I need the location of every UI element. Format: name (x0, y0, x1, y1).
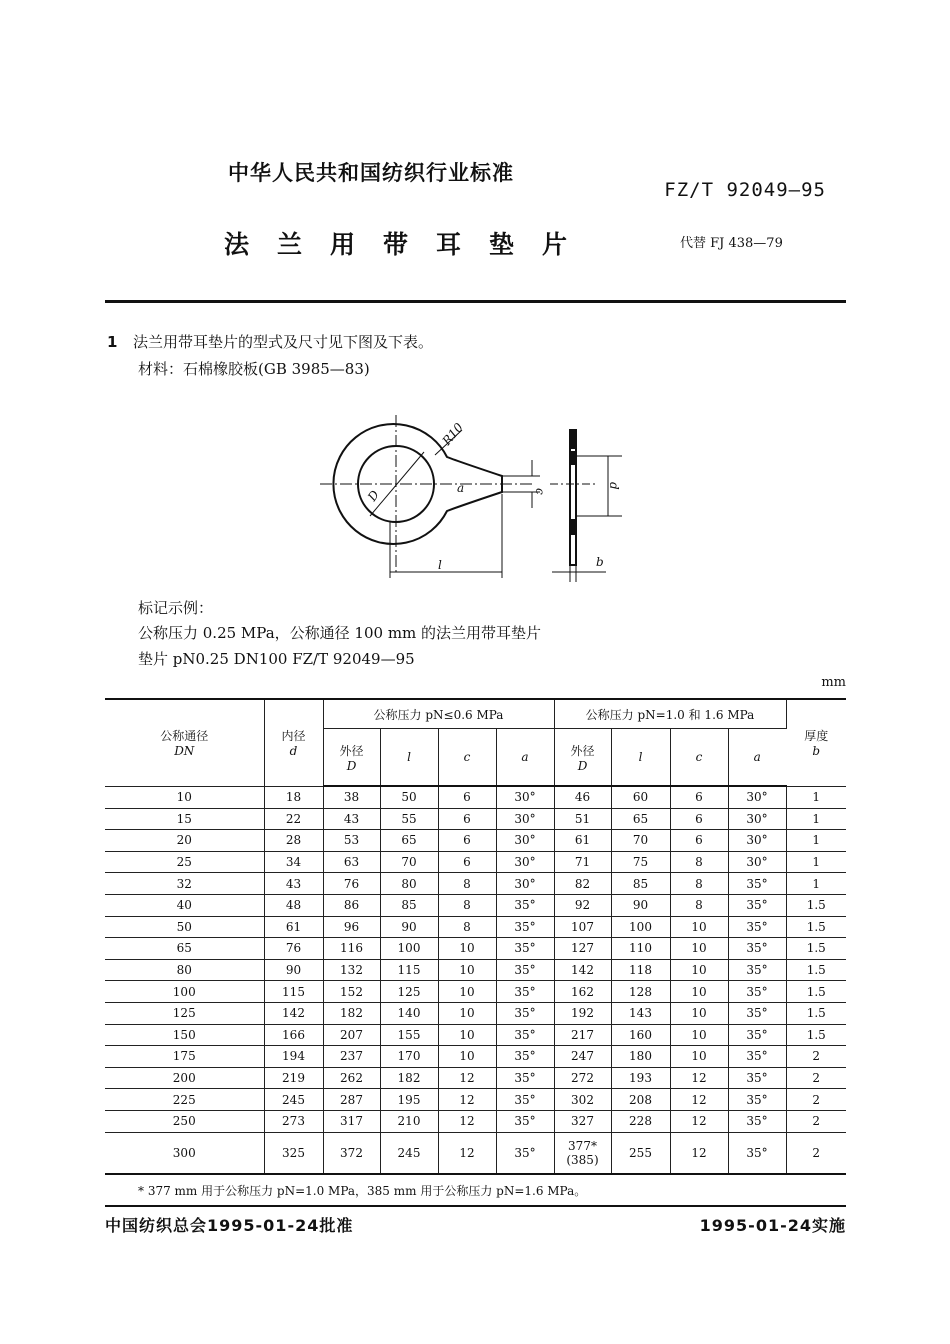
table-cell: 12 (670, 1067, 728, 1089)
table-cell: 250 (105, 1110, 264, 1132)
table-cell: 30° (496, 808, 554, 830)
table-cell: 166 (264, 1024, 323, 1046)
table-cell: 35° (496, 1067, 554, 1089)
table-cell: 327 (554, 1110, 611, 1132)
table-cell: 8 (670, 851, 728, 873)
table-cell: 35° (728, 894, 786, 916)
table-cell: 35° (496, 1046, 554, 1068)
table-cell: 192 (554, 1002, 611, 1024)
table-cell: 272 (554, 1067, 611, 1089)
table-cell: 85 (380, 894, 438, 916)
table-cell: 35° (728, 1132, 786, 1174)
table-cell: 10 (670, 916, 728, 938)
table-cell: 10 (105, 786, 264, 808)
table-cell: 30° (728, 830, 786, 852)
table-cell: 35° (496, 959, 554, 981)
table-cell: 10 (438, 938, 496, 960)
table-cell: 180 (611, 1046, 670, 1068)
table-cell: 50 (380, 786, 438, 808)
table-cell: 273 (264, 1110, 323, 1132)
approval-line: 中国纺织总会1995-01-24批准 (105, 1216, 354, 1235)
table-row (105, 873, 846, 895)
header-nominal-diameter: 公称通径 DN (105, 699, 264, 786)
table-cell: 317 (323, 1110, 380, 1132)
table-row (105, 1110, 846, 1132)
table-cell: 115 (264, 981, 323, 1003)
table-cell: 70 (611, 830, 670, 852)
table-cell: 377* (385) (554, 1132, 611, 1174)
table-cell: 200 (105, 1067, 264, 1089)
table-cell: 210 (380, 1110, 438, 1132)
side-view-body (570, 430, 576, 565)
table-cell: 132 (323, 959, 380, 981)
issuing-organization: 中华人民共和国纺织行业标准 (228, 161, 514, 185)
table-cell: 12 (438, 1110, 496, 1132)
table-cell: 12 (438, 1089, 496, 1111)
table-unit: mm (821, 675, 846, 690)
marking-line-2: 垫片 pN0.25 DN100 FZ/T 92049—95 (138, 650, 415, 668)
table-cell: 40 (105, 894, 264, 916)
table-cell: 10 (670, 981, 728, 1003)
table-cell: 1 (786, 830, 846, 852)
table-cell: 82 (554, 873, 611, 895)
table-cell: 175 (105, 1046, 264, 1068)
table-cell: 30° (728, 786, 786, 808)
table-cell: 50 (105, 916, 264, 938)
table-cell: 12 (670, 1089, 728, 1111)
table-cell: 35° (728, 916, 786, 938)
table-cell: 287 (323, 1089, 380, 1111)
section-number: 1 (107, 333, 118, 351)
table-cell: 22 (264, 808, 323, 830)
header-group-high-pressure: 公称压力 pN=1.0 和 1.6 MPa (554, 699, 786, 729)
table-cell: 1 (786, 786, 846, 808)
table-cell: 2 (786, 1132, 846, 1174)
table-cell: 207 (323, 1024, 380, 1046)
table-cell: 300 (105, 1132, 264, 1174)
table-cell: 6 (438, 851, 496, 873)
table-cell: 193 (611, 1067, 670, 1089)
table-cell: 30° (496, 873, 554, 895)
table-cell: 65 (105, 938, 264, 960)
label-l: l (438, 558, 442, 572)
table-cell: 6 (438, 786, 496, 808)
table-cell: 92 (554, 894, 611, 916)
table-cell: 35° (496, 916, 554, 938)
label-D: D (364, 487, 382, 504)
table-row (105, 981, 846, 1003)
label-d: d (607, 482, 621, 490)
table-cell: 61 (554, 830, 611, 852)
table-row (105, 1067, 846, 1089)
header-thickness: 厚度 b (786, 699, 846, 786)
table-cell: 228 (611, 1110, 670, 1132)
header-inner-diameter: 内径 d (264, 699, 323, 786)
table-cell: 255 (611, 1132, 670, 1174)
table-cell: 1.5 (786, 1002, 846, 1024)
table-cell: 76 (264, 938, 323, 960)
table-cell: 35° (728, 1089, 786, 1111)
table-cell: 35° (728, 1002, 786, 1024)
table-cell: 155 (380, 1024, 438, 1046)
table-cell: 70 (380, 851, 438, 873)
table-cell: 219 (264, 1067, 323, 1089)
table-cell: 10 (670, 938, 728, 960)
table-cell: 35° (728, 1024, 786, 1046)
table-cell: 6 (670, 786, 728, 808)
table-cell: 12 (670, 1110, 728, 1132)
table-cell: 35° (728, 959, 786, 981)
table-cell: 115 (380, 959, 438, 981)
table-cell: 76 (323, 873, 380, 895)
table-cell: 1 (786, 873, 846, 895)
table-cell: 46 (554, 786, 611, 808)
table-cell: 90 (380, 916, 438, 938)
table-cell: 10 (670, 1002, 728, 1024)
table-cell: 247 (554, 1046, 611, 1068)
table-cell: 142 (554, 959, 611, 981)
table-cell: 245 (380, 1132, 438, 1174)
table-cell: 30° (728, 808, 786, 830)
table-row (105, 916, 846, 938)
table-cell: 208 (611, 1089, 670, 1111)
table-cell: 12 (438, 1067, 496, 1089)
header-outer-2: 外径 D (554, 729, 611, 787)
table-cell: 8 (670, 873, 728, 895)
table-row (105, 1132, 846, 1174)
table-cell: 20 (105, 830, 264, 852)
table-cell: 6 (438, 808, 496, 830)
table-cell: 152 (323, 981, 380, 1003)
label-a: a (457, 481, 465, 495)
table-cell: 34 (264, 851, 323, 873)
table-cell: 35° (496, 1132, 554, 1174)
table-body (105, 786, 846, 1174)
table-cell: 150 (105, 1024, 264, 1046)
implementation-line: 1995-01-24实施 (699, 1216, 846, 1235)
table-cell: 140 (380, 1002, 438, 1024)
table-cell: 35° (728, 1067, 786, 1089)
table-cell: 142 (264, 1002, 323, 1024)
table-cell: 170 (380, 1046, 438, 1068)
table-cell: 8 (438, 916, 496, 938)
table-cell: 12 (670, 1132, 728, 1174)
table-footnote: * 377 mm 用于公称压力 pN=1.0 MPa，385 mm 用于公称压力 pN=1.6 MPa。 (138, 1184, 587, 1198)
table-cell: 30° (496, 830, 554, 852)
table-row (105, 808, 846, 830)
table-cell: 75 (611, 851, 670, 873)
table-cell: 116 (323, 938, 380, 960)
document-title: 法兰用带耳垫片 (224, 230, 596, 259)
table-cell: 65 (380, 830, 438, 852)
table-cell: 107 (554, 916, 611, 938)
table-cell: 10 (438, 981, 496, 1003)
table-cell: 1.5 (786, 916, 846, 938)
table-cell: 2 (786, 1067, 846, 1089)
table-cell: 8 (438, 873, 496, 895)
table-cell: 35° (496, 1002, 554, 1024)
material-note: 材料：石棉橡胶板(GB 3985—83) (138, 360, 370, 378)
table-cell: 143 (611, 1002, 670, 1024)
table-cell: 100 (105, 981, 264, 1003)
table-cell: 48 (264, 894, 323, 916)
section-1-text: 法兰用带耳垫片的型式及尺寸见下图及下表。 (133, 333, 434, 351)
table-cell: 55 (380, 808, 438, 830)
table-cell: 35° (728, 981, 786, 1003)
table-cell: 182 (323, 1002, 380, 1024)
table-cell: 28 (264, 830, 323, 852)
section-1 (107, 331, 433, 352)
table-cell: 15 (105, 808, 264, 830)
table-cell: 43 (264, 873, 323, 895)
label-c: c (533, 488, 547, 495)
table-cell: 195 (380, 1089, 438, 1111)
header-group-low-pressure: 公称压力 pN≤0.6 MPa (323, 699, 554, 729)
table-cell: 6 (670, 808, 728, 830)
table-cell: 71 (554, 851, 611, 873)
table-cell: 162 (554, 981, 611, 1003)
table-cell: 35° (496, 938, 554, 960)
label-r10: R10 (439, 420, 466, 448)
table-cell: 90 (264, 959, 323, 981)
table-cell: 1 (786, 808, 846, 830)
table-cell: 8 (438, 894, 496, 916)
table-cell: 51 (554, 808, 611, 830)
table-cell: 18 (264, 786, 323, 808)
table-cell: 10 (438, 1024, 496, 1046)
table-cell: 1 (786, 851, 846, 873)
header-a-1: a (496, 729, 554, 787)
table-cell: 65 (611, 808, 670, 830)
table-row (105, 959, 846, 981)
dimension-table (105, 698, 846, 1175)
table-cell: 225 (105, 1089, 264, 1111)
table-cell: 35° (728, 873, 786, 895)
table-cell: 8 (670, 894, 728, 916)
table-cell: 182 (380, 1067, 438, 1089)
table-cell: 2 (786, 1046, 846, 1068)
header-l-1: l (380, 729, 438, 787)
table-cell: 53 (323, 830, 380, 852)
table-cell: 35° (496, 1089, 554, 1111)
gasket-drawing (300, 410, 630, 590)
table-cell: 35° (728, 1110, 786, 1132)
table-cell: 25 (105, 851, 264, 873)
table-cell: 96 (323, 916, 380, 938)
header-rule (105, 300, 846, 303)
table-cell: 325 (264, 1132, 323, 1174)
table-cell: 10 (438, 1002, 496, 1024)
table-cell: 10 (670, 959, 728, 981)
header-outer-1: 外径 D (323, 729, 380, 787)
table-cell: 12 (438, 1132, 496, 1174)
table-cell: 90 (611, 894, 670, 916)
table-cell: 125 (380, 981, 438, 1003)
table-cell: 35° (496, 981, 554, 1003)
table-cell: 302 (554, 1089, 611, 1111)
standard-number: FZ/T 92049—95 (664, 179, 826, 201)
table-row (105, 938, 846, 960)
table-row (105, 1002, 846, 1024)
table-cell: 127 (554, 938, 611, 960)
table-cell: 86 (323, 894, 380, 916)
table-row (105, 851, 846, 873)
table-cell: 35° (496, 894, 554, 916)
table-cell: 237 (323, 1046, 380, 1068)
table-cell: 80 (380, 873, 438, 895)
table-cell: 1.5 (786, 959, 846, 981)
table-cell: 110 (611, 938, 670, 960)
table-cell: 35° (496, 1024, 554, 1046)
table-cell: 35° (728, 938, 786, 960)
table-cell: 2 (786, 1089, 846, 1111)
table-row (105, 786, 846, 808)
table-cell: 35° (728, 1046, 786, 1068)
table-cell: 125 (105, 1002, 264, 1024)
table-row (105, 830, 846, 852)
table-cell: 100 (611, 916, 670, 938)
table-cell: 6 (670, 830, 728, 852)
table-row (105, 1046, 846, 1068)
table-cell: 10 (438, 959, 496, 981)
table-cell: 60 (611, 786, 670, 808)
table-cell: 30° (496, 786, 554, 808)
header-l-2: l (611, 729, 670, 787)
table-cell: 372 (323, 1132, 380, 1174)
table-cell: 1.5 (786, 938, 846, 960)
footer-rule (105, 1205, 846, 1207)
table-row (105, 894, 846, 916)
table-cell: 10 (438, 1046, 496, 1068)
marking-heading: 标记示例： (138, 599, 214, 617)
replaces-note: 代替 FJ 438—79 (680, 236, 783, 251)
table-cell: 30° (728, 851, 786, 873)
table-cell: 1.5 (786, 894, 846, 916)
table-cell: 80 (105, 959, 264, 981)
table-row (105, 1089, 846, 1111)
table-cell: 30° (496, 851, 554, 873)
table-cell: 85 (611, 873, 670, 895)
table-cell: 262 (323, 1067, 380, 1089)
table-cell: 32 (105, 873, 264, 895)
table-cell: 128 (611, 981, 670, 1003)
table-cell: 38 (323, 786, 380, 808)
table-cell: 194 (264, 1046, 323, 1068)
table-cell: 10 (670, 1046, 728, 1068)
table-cell: 100 (380, 938, 438, 960)
label-b: b (596, 555, 604, 569)
marking-line-1: 公称压力 0.25 MPa，公称通径 100 mm 的法兰用带耳垫片 (138, 624, 542, 642)
table-cell: 35° (496, 1110, 554, 1132)
table-cell: 245 (264, 1089, 323, 1111)
table-cell: 2 (786, 1110, 846, 1132)
table-cell: 217 (554, 1024, 611, 1046)
table-cell: 1.5 (786, 1024, 846, 1046)
table-cell: 118 (611, 959, 670, 981)
header-c-1: c (438, 729, 496, 787)
table-cell: 1.5 (786, 981, 846, 1003)
table-row (105, 1024, 846, 1046)
header-a-2: a (728, 729, 786, 787)
table-cell: 63 (323, 851, 380, 873)
table-cell: 10 (670, 1024, 728, 1046)
header-c-2: c (670, 729, 728, 787)
table-cell: 160 (611, 1024, 670, 1046)
table-cell: 61 (264, 916, 323, 938)
table-cell: 6 (438, 830, 496, 852)
table-cell: 43 (323, 808, 380, 830)
